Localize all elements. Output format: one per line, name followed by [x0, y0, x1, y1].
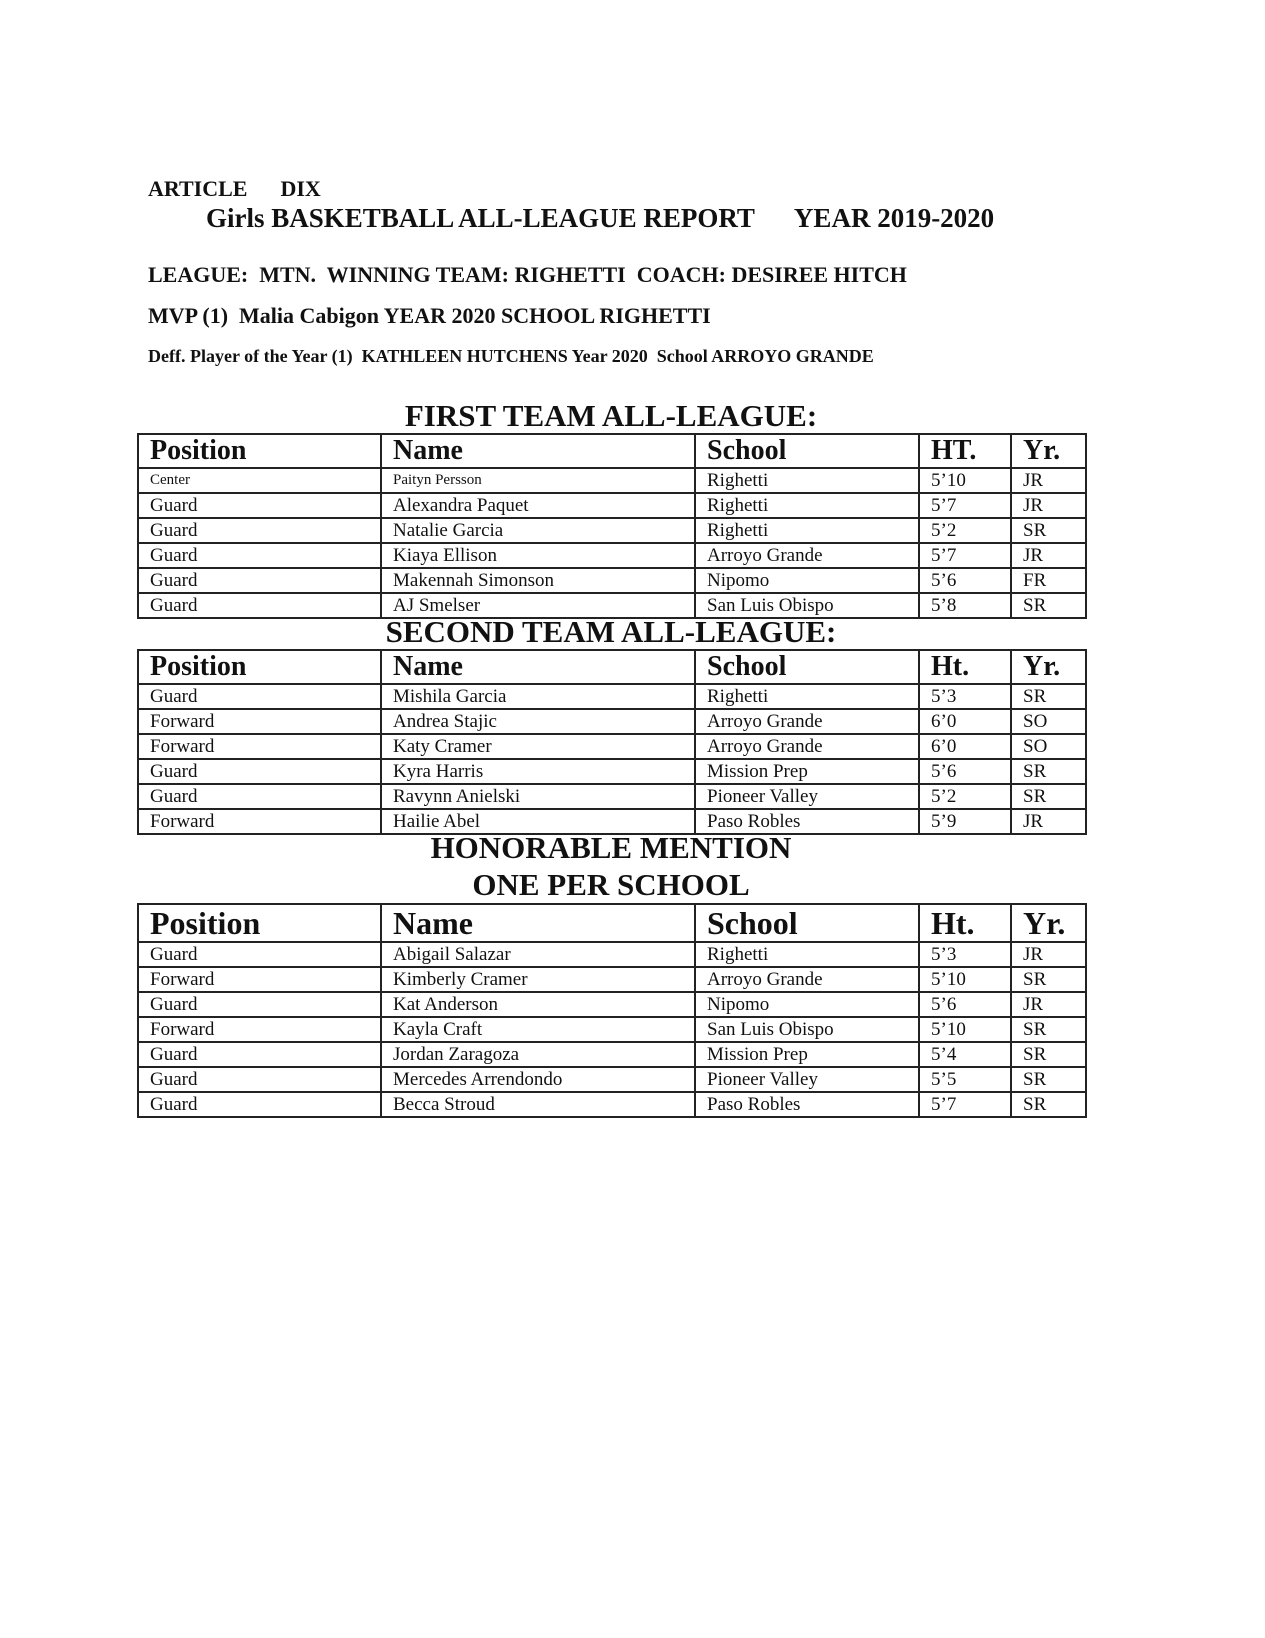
table-row: [138, 1067, 1086, 1092]
height-cell: 5’10: [919, 1017, 1011, 1042]
position-cell: Guard: [138, 568, 381, 593]
year-cell: SR: [1011, 1042, 1086, 1067]
name-cell: Abigail Salazar: [381, 942, 695, 967]
position-cell: Guard: [138, 684, 381, 709]
height-cell: 5’7: [919, 543, 1011, 568]
school-cell: Righetti: [695, 468, 919, 493]
table-row: [138, 543, 1086, 568]
year-cell: SR: [1011, 684, 1086, 709]
position-cell: Center: [138, 468, 381, 493]
height-cell: 6’0: [919, 709, 1011, 734]
position-cell: Guard: [138, 1092, 381, 1117]
year-cell: SR: [1011, 967, 1086, 992]
name-cell: Andrea Stajic: [381, 709, 695, 734]
name-cell: Mercedes Arrendondo: [381, 1067, 695, 1092]
school-cell: San Luis Obispo: [695, 1017, 919, 1042]
defensive-player-line: Deff. Player of the Year (1) KATHLEEN HUTCHENS Year 2020 School ARROYO GRANDE: [148, 346, 874, 366]
school-cell: Arroyo Grande: [695, 709, 919, 734]
height-cell: 5’8: [919, 593, 1011, 618]
name-cell: Ravynn Anielski: [381, 784, 695, 809]
article-label: ARTICLE DIX: [148, 176, 321, 201]
name-cell: Kimberly Cramer: [381, 967, 695, 992]
table-row: [138, 784, 1086, 809]
year-cell: SO: [1011, 709, 1086, 734]
table-row: [138, 1042, 1086, 1067]
position-cell: Guard: [138, 784, 381, 809]
height-cell: 5’7: [919, 493, 1011, 518]
position-cell: Guard: [138, 992, 381, 1017]
year-cell: JR: [1011, 942, 1086, 967]
name-cell: Kayla Craft: [381, 1017, 695, 1042]
school-cell: Mission Prep: [695, 1042, 919, 1067]
year-cell: SR: [1011, 1017, 1086, 1042]
column-header: Name: [381, 650, 695, 684]
name-cell: Kat Anderson: [381, 992, 695, 1017]
school-cell: Pioneer Valley: [695, 1067, 919, 1092]
position-cell: Guard: [138, 1067, 381, 1092]
table-row: [138, 493, 1086, 518]
position-cell: Guard: [138, 593, 381, 618]
height-cell: 5’7: [919, 1092, 1011, 1117]
first-team-title: FIRST TEAM ALL-LEAGUE:: [404, 398, 818, 433]
year-cell: JR: [1011, 543, 1086, 568]
name-cell: Hailie Abel: [381, 809, 695, 834]
height-cell: 5’3: [919, 684, 1011, 709]
name-cell: Kiaya Ellison: [381, 543, 695, 568]
column-header: HT.: [919, 434, 1011, 468]
school-cell: Paso Robles: [695, 1092, 919, 1117]
column-header: School: [695, 904, 919, 942]
name-cell: Jordan Zaragoza: [381, 1042, 695, 1067]
year-cell: SR: [1011, 518, 1086, 543]
position-cell: Guard: [138, 759, 381, 784]
year-cell: SR: [1011, 1067, 1086, 1092]
table-row: [138, 967, 1086, 992]
height-cell: 6’0: [919, 734, 1011, 759]
school-cell: Arroyo Grande: [695, 967, 919, 992]
height-cell: 5’10: [919, 967, 1011, 992]
mvp-line: MVP (1) Malia Cabigon YEAR 2020 SCHOOL RIGHETTI: [148, 303, 711, 328]
table-row: [138, 684, 1086, 709]
school-cell: San Luis Obispo: [695, 593, 919, 618]
position-cell: Guard: [138, 942, 381, 967]
year-cell: SR: [1011, 759, 1086, 784]
name-cell: Makennah Simonson: [381, 568, 695, 593]
name-cell: AJ Smelser: [381, 593, 695, 618]
year-cell: JR: [1011, 468, 1086, 493]
first-team-table: [137, 433, 1087, 619]
table-row: [138, 942, 1086, 967]
column-header: Yr.: [1011, 650, 1086, 684]
school-cell: Mission Prep: [695, 759, 919, 784]
height-cell: 5’9: [919, 809, 1011, 834]
table-row: [138, 1092, 1086, 1117]
height-cell: 5’6: [919, 568, 1011, 593]
table-row: [138, 1017, 1086, 1042]
position-cell: Forward: [138, 1017, 381, 1042]
table-header-row: [138, 904, 1086, 942]
height-cell: 5’2: [919, 784, 1011, 809]
honorable-mention-subtitle: ONE PER SCHOOL: [472, 867, 750, 902]
column-header: Yr.: [1011, 904, 1086, 942]
height-cell: 5’10: [919, 468, 1011, 493]
column-header: Position: [138, 650, 381, 684]
table-row: [138, 992, 1086, 1017]
table-header-row: [138, 434, 1086, 468]
school-cell: Righetti: [695, 684, 919, 709]
honorable-mention-title: HONORABLE MENTION: [430, 830, 792, 865]
table-row: [138, 518, 1086, 543]
column-header: Position: [138, 904, 381, 942]
table-row: [138, 734, 1086, 759]
height-cell: 5’6: [919, 992, 1011, 1017]
name-cell: Paityn Persson: [381, 468, 695, 493]
position-cell: Forward: [138, 734, 381, 759]
year-cell: SR: [1011, 593, 1086, 618]
table-row: [138, 468, 1086, 493]
year-cell: JR: [1011, 809, 1086, 834]
school-cell: Paso Robles: [695, 809, 919, 834]
table-row: [138, 568, 1086, 593]
table-header-row: [138, 650, 1086, 684]
height-cell: 5’5: [919, 1067, 1011, 1092]
school-cell: Nipomo: [695, 992, 919, 1017]
column-header: Name: [381, 434, 695, 468]
school-cell: Righetti: [695, 518, 919, 543]
year-cell: JR: [1011, 992, 1086, 1017]
column-header: School: [695, 650, 919, 684]
name-cell: Natalie Garcia: [381, 518, 695, 543]
position-cell: Guard: [138, 493, 381, 518]
position-cell: Guard: [138, 543, 381, 568]
column-header: School: [695, 434, 919, 468]
year-cell: SR: [1011, 1092, 1086, 1117]
name-cell: Mishila Garcia: [381, 684, 695, 709]
report-title: Girls BASKETBALL ALL-LEAGUE REPORT YEAR 2019-2020: [206, 203, 995, 233]
column-header: Ht.: [919, 650, 1011, 684]
year-cell: JR: [1011, 493, 1086, 518]
school-cell: Arroyo Grande: [695, 734, 919, 759]
name-cell: Becca Stroud: [381, 1092, 695, 1117]
height-cell: 5’3: [919, 942, 1011, 967]
school-cell: Righetti: [695, 942, 919, 967]
height-cell: 5’6: [919, 759, 1011, 784]
year-cell: SO: [1011, 734, 1086, 759]
school-cell: Arroyo Grande: [695, 543, 919, 568]
position-cell: Forward: [138, 809, 381, 834]
table-row: [138, 759, 1086, 784]
column-header: Name: [381, 904, 695, 942]
year-cell: FR: [1011, 568, 1086, 593]
name-cell: Kyra Harris: [381, 759, 695, 784]
year-cell: SR: [1011, 784, 1086, 809]
position-cell: Forward: [138, 709, 381, 734]
name-cell: Katy Cramer: [381, 734, 695, 759]
column-header: Yr.: [1011, 434, 1086, 468]
position-cell: Guard: [138, 1042, 381, 1067]
column-header: Ht.: [919, 904, 1011, 942]
height-cell: 5’4: [919, 1042, 1011, 1067]
table-row: [138, 709, 1086, 734]
position-cell: Guard: [138, 518, 381, 543]
school-cell: Nipomo: [695, 568, 919, 593]
second-team-title: SECOND TEAM ALL-LEAGUE:: [385, 614, 837, 649]
column-header: Position: [138, 434, 381, 468]
school-cell: Righetti: [695, 493, 919, 518]
honorable-mention-table: [137, 903, 1087, 1118]
league-line: LEAGUE: MTN. WINNING TEAM: RIGHETTI COACH: DESIREE HITCH: [148, 262, 907, 287]
position-cell: Forward: [138, 967, 381, 992]
name-cell: Alexandra Paquet: [381, 493, 695, 518]
school-cell: Pioneer Valley: [695, 784, 919, 809]
height-cell: 5’2: [919, 518, 1011, 543]
second-team-table: [137, 649, 1087, 835]
